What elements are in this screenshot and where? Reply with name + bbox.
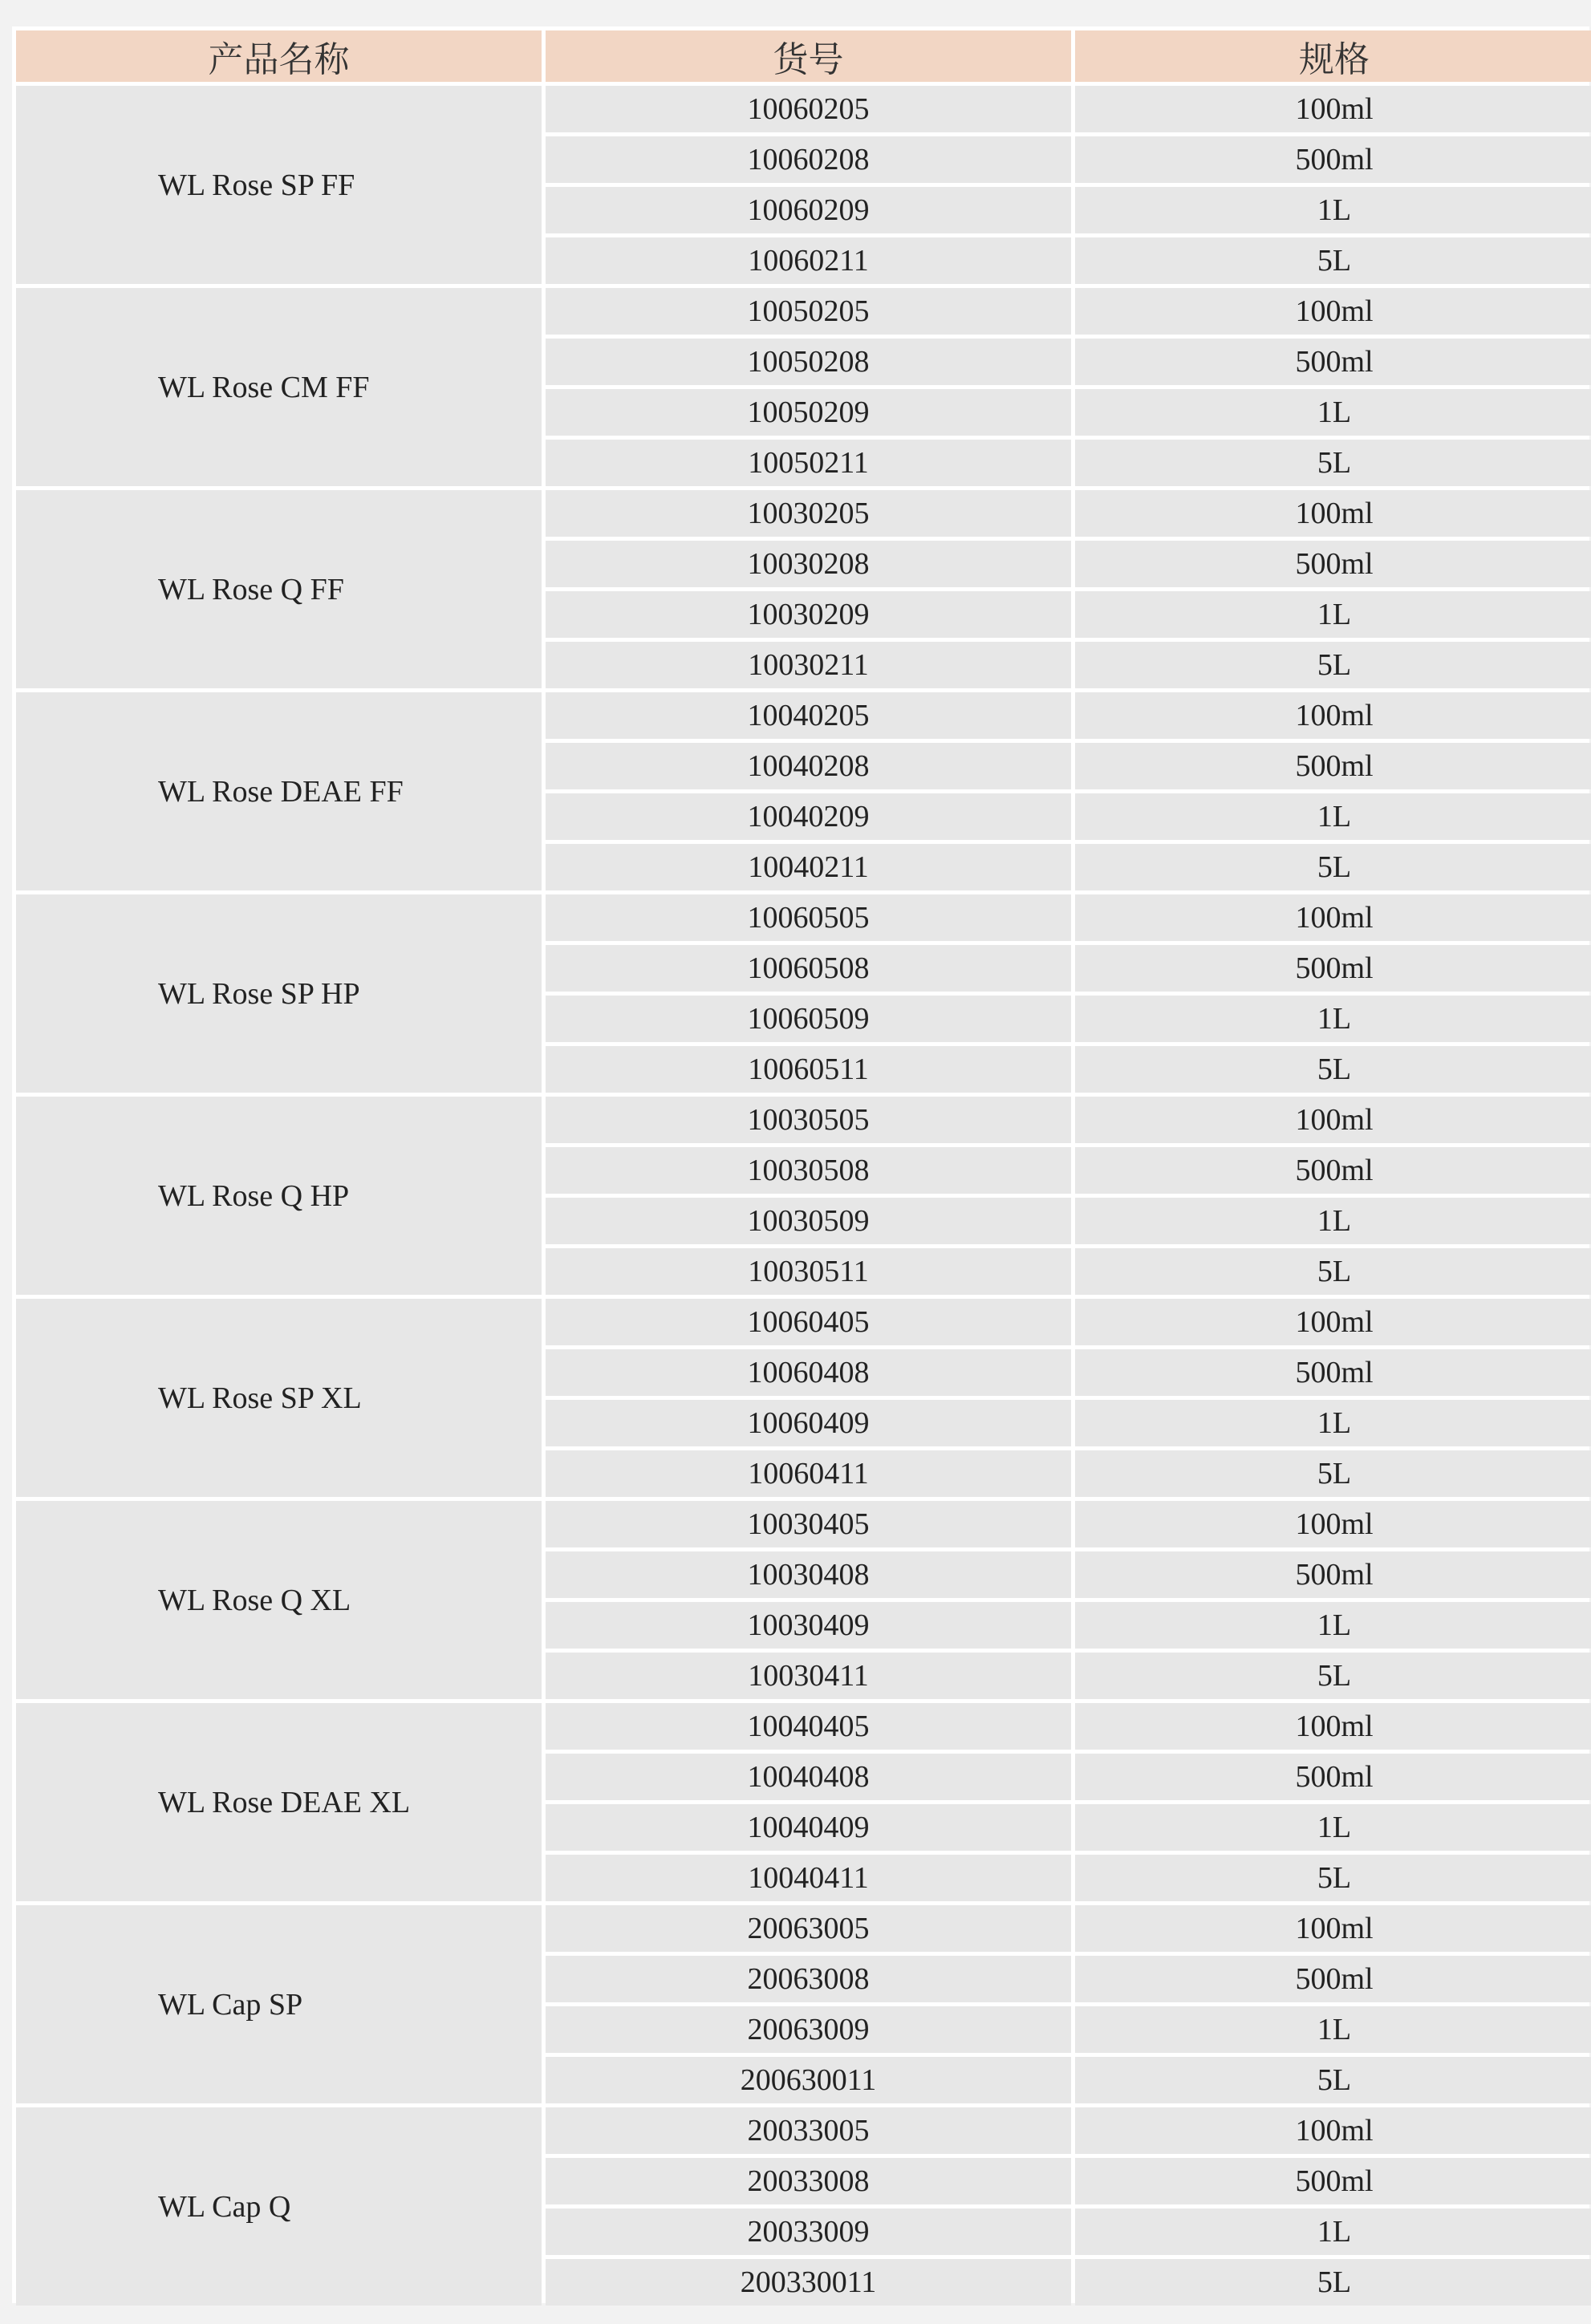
table-row: [16, 2107, 1591, 2154]
item-number-cell: 200330011: [546, 2259, 1071, 2306]
specification-cell: 100ml: [1075, 692, 1591, 739]
item-number-cell: 10060508: [546, 945, 1071, 992]
specification-cell: 1L: [1075, 793, 1591, 840]
item-number-cell: 10060409: [546, 1400, 1071, 1446]
specification-cell: 1L: [1075, 2208, 1591, 2255]
item-number-cell: 10030209: [546, 591, 1071, 638]
table-row: [16, 894, 1591, 941]
item-number-cell: 10040209: [546, 793, 1071, 840]
specification-cell: 5L: [1075, 2259, 1591, 2306]
specification-cell: 100ml: [1075, 2107, 1591, 2154]
product-name-cell: WL Rose Q HP: [16, 1097, 542, 1295]
product-table-container: [12, 26, 1589, 2303]
item-number-cell: 10040205: [546, 692, 1071, 739]
product-name-cell: WL Cap SP: [16, 1905, 542, 2103]
specification-cell: 1L: [1075, 2006, 1591, 2053]
specification-cell: 5L: [1075, 1248, 1591, 1295]
header-specification: 规格: [1075, 30, 1591, 82]
item-number-cell: 10060209: [546, 187, 1071, 233]
product-name-cell: WL Rose SP FF: [16, 86, 542, 284]
product-name-cell: WL Cap Q: [16, 2107, 542, 2306]
specification-cell: 1L: [1075, 389, 1591, 436]
table-row: [16, 288, 1591, 335]
item-number-cell: 20033009: [546, 2208, 1071, 2255]
item-number-cell: 10040211: [546, 844, 1071, 890]
product-name-cell: WL Rose Q FF: [16, 490, 542, 688]
item-number-cell: 10050205: [546, 288, 1071, 335]
specification-cell: 500ml: [1075, 339, 1591, 385]
item-number-cell: 10030505: [546, 1097, 1071, 1143]
specification-cell: 5L: [1075, 1653, 1591, 1699]
specification-cell: 5L: [1075, 844, 1591, 890]
table-row: [16, 692, 1591, 739]
item-number-cell: 10060208: [546, 136, 1071, 183]
item-number-cell: 10030508: [546, 1147, 1071, 1194]
table-row: [16, 1905, 1591, 1952]
specification-cell: 1L: [1075, 1198, 1591, 1244]
table-row: [16, 1703, 1591, 1750]
product-name-cell: WL Rose DEAE FF: [16, 692, 542, 890]
item-number-cell: 10050211: [546, 440, 1071, 486]
specification-cell: 500ml: [1075, 1956, 1591, 2002]
item-number-cell: 10030411: [546, 1653, 1071, 1699]
item-number-cell: 10060509: [546, 996, 1071, 1042]
item-number-cell: 10060411: [546, 1450, 1071, 1497]
item-number-cell: 20063005: [546, 1905, 1071, 1952]
item-number-cell: 10060405: [546, 1299, 1071, 1345]
specification-cell: 5L: [1075, 237, 1591, 284]
product-table: [12, 26, 1591, 2310]
specification-cell: 1L: [1075, 1400, 1591, 1446]
item-number-cell: 20063008: [546, 1956, 1071, 2002]
item-number-cell: 10060211: [546, 237, 1071, 284]
specification-cell: 100ml: [1075, 1299, 1591, 1345]
specification-cell: 1L: [1075, 591, 1591, 638]
specification-cell: 100ml: [1075, 1097, 1591, 1143]
item-number-cell: 10060205: [546, 86, 1071, 132]
item-number-cell: 10030208: [546, 541, 1071, 587]
item-number-cell: 10030211: [546, 642, 1071, 688]
table-row: [16, 1501, 1591, 1547]
specification-cell: 500ml: [1075, 743, 1591, 789]
table-row: [16, 86, 1591, 132]
specification-cell: 100ml: [1075, 1905, 1591, 1952]
specification-cell: 5L: [1075, 1046, 1591, 1093]
specification-cell: 5L: [1075, 2057, 1591, 2103]
specification-cell: 500ml: [1075, 1754, 1591, 1800]
item-number-cell: 10060505: [546, 894, 1071, 941]
specification-cell: 1L: [1075, 1602, 1591, 1649]
item-number-cell: 10050209: [546, 389, 1071, 436]
item-number-cell: 20033005: [546, 2107, 1071, 2154]
item-number-cell: 10050208: [546, 339, 1071, 385]
product-name-cell: WL Rose CM FF: [16, 288, 542, 486]
specification-cell: 5L: [1075, 440, 1591, 486]
table-row: [16, 490, 1591, 537]
item-number-cell: 10030405: [546, 1501, 1071, 1547]
product-name-cell: WL Rose SP XL: [16, 1299, 542, 1497]
item-number-cell: 10040408: [546, 1754, 1071, 1800]
item-number-cell: 10040409: [546, 1804, 1071, 1851]
specification-cell: 100ml: [1075, 86, 1591, 132]
item-number-cell: 200630011: [546, 2057, 1071, 2103]
item-number-cell: 10030408: [546, 1551, 1071, 1598]
specification-cell: 100ml: [1075, 490, 1591, 537]
product-name-cell: WL Rose Q XL: [16, 1501, 542, 1699]
specification-cell: 100ml: [1075, 1501, 1591, 1547]
header-product-name: 产品名称: [16, 30, 542, 82]
table-row: [16, 1299, 1591, 1345]
item-number-cell: 10030511: [546, 1248, 1071, 1295]
item-number-cell: 10030205: [546, 490, 1071, 537]
specification-cell: 500ml: [1075, 1349, 1591, 1396]
specification-cell: 500ml: [1075, 541, 1591, 587]
item-number-cell: 10040405: [546, 1703, 1071, 1750]
specification-cell: 500ml: [1075, 2158, 1591, 2204]
specification-cell: 100ml: [1075, 288, 1591, 335]
specification-cell: 5L: [1075, 642, 1591, 688]
item-number-cell: 10060408: [546, 1349, 1071, 1396]
item-number-cell: 10040208: [546, 743, 1071, 789]
specification-cell: 500ml: [1075, 136, 1591, 183]
item-number-cell: 10030509: [546, 1198, 1071, 1244]
table-header-row: [16, 30, 1591, 82]
product-name-cell: WL Rose DEAE XL: [16, 1703, 542, 1901]
specification-cell: 500ml: [1075, 1147, 1591, 1194]
specification-cell: 5L: [1075, 1855, 1591, 1901]
specification-cell: 100ml: [1075, 894, 1591, 941]
specification-cell: 100ml: [1075, 1703, 1591, 1750]
specification-cell: 1L: [1075, 1804, 1591, 1851]
table-body: [16, 86, 1591, 2306]
item-number-cell: 20033008: [546, 2158, 1071, 2204]
product-name-cell: WL Rose SP HP: [16, 894, 542, 1093]
specification-cell: 1L: [1075, 187, 1591, 233]
specification-cell: 500ml: [1075, 1551, 1591, 1598]
header-item-number: 货号: [546, 30, 1071, 82]
table-row: [16, 1097, 1591, 1143]
item-number-cell: 10030409: [546, 1602, 1071, 1649]
specification-cell: 5L: [1075, 1450, 1591, 1497]
item-number-cell: 10060511: [546, 1046, 1071, 1093]
specification-cell: 1L: [1075, 996, 1591, 1042]
item-number-cell: 20063009: [546, 2006, 1071, 2053]
item-number-cell: 10040411: [546, 1855, 1071, 1901]
specification-cell: 500ml: [1075, 945, 1591, 992]
